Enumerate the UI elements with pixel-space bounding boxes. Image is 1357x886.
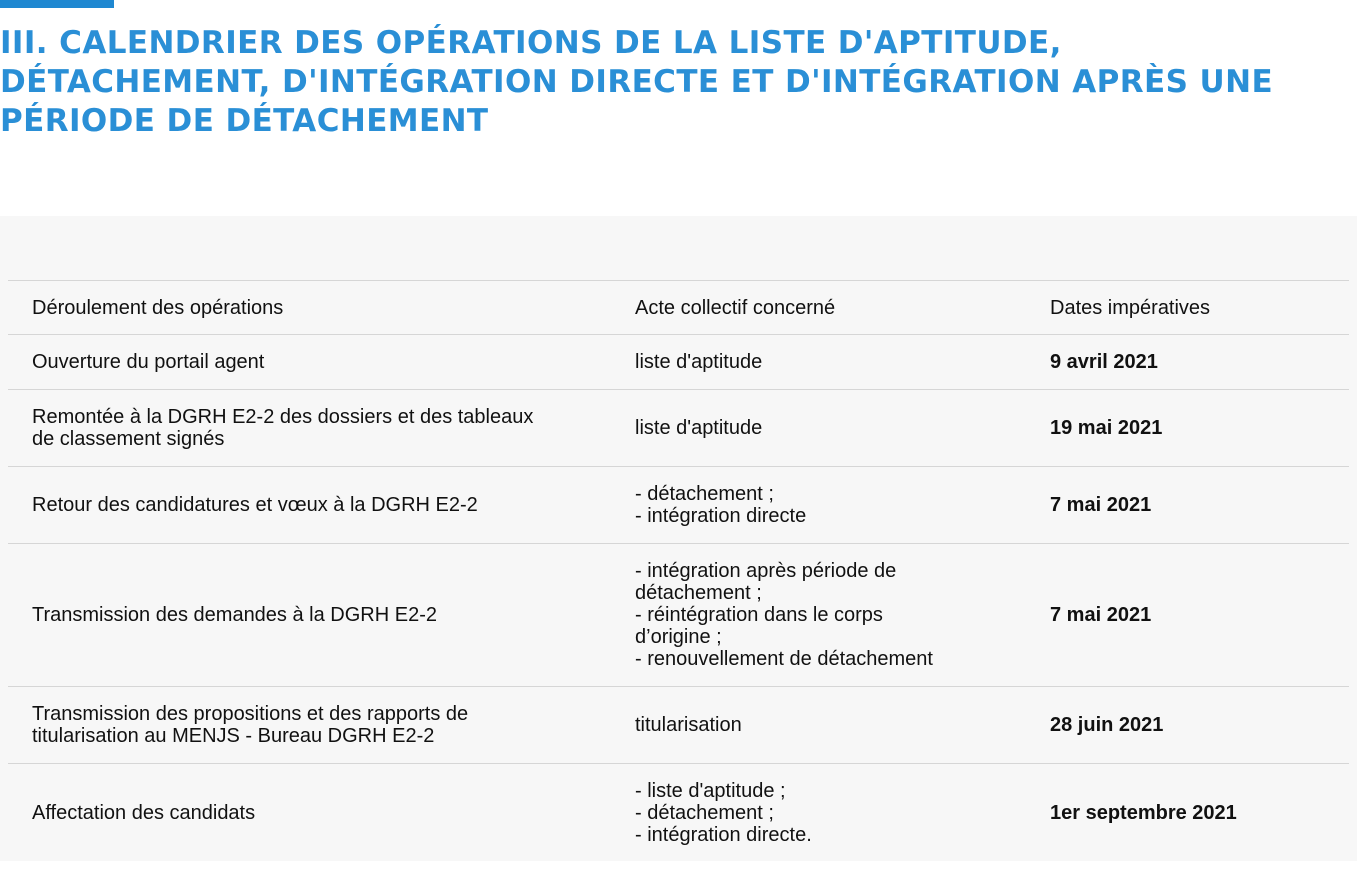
acte-cell xyxy=(619,390,1038,467)
acte-line: - réintégration dans le corps xyxy=(635,604,883,626)
acte-line: liste d'aptitude xyxy=(635,417,763,439)
column-header-acte: Acte collectif concerné xyxy=(635,296,836,319)
acte-line: détachement ; xyxy=(635,582,762,604)
acte-line: titularisation xyxy=(635,714,742,736)
date-cell: 28 juin 2021 xyxy=(1050,714,1164,736)
operation-cell xyxy=(8,544,619,687)
table-row xyxy=(8,764,1349,862)
operation-line: titularisation au MENJS - Bureau DGRH E2-2 xyxy=(32,725,435,747)
acte-line: d’origine ; xyxy=(635,626,722,648)
acte-cell xyxy=(619,335,1038,390)
page-title: III. CALENDRIER DES OPÉRATIONS DE LA LISTE D'APTITUDE, DÉTACHEMENT, D'INTÉGRATION DIRECTE ET D'INTÉGRATION APRÈS UNE PÉRIODE DE DÉTACHEMENT xyxy=(0,25,1274,139)
table-header-row xyxy=(8,281,1349,335)
acte-cell xyxy=(619,467,1038,544)
operation-line: Transmission des demandes à la DGRH E2-2 xyxy=(32,604,437,626)
date-cell: 7 mai 2021 xyxy=(1050,604,1152,626)
column-header-dates: Dates impératives xyxy=(1050,296,1211,319)
column-header-deroulement: Déroulement des opérations xyxy=(32,296,284,319)
acte-line: - détachement ; xyxy=(635,483,774,505)
operation-line: de classement signés xyxy=(32,428,225,450)
date-cell: 19 mai 2021 xyxy=(1050,417,1163,439)
title-accent-bar xyxy=(0,0,114,8)
operation-cell xyxy=(8,467,619,544)
table-row xyxy=(8,467,1349,544)
acte-line: - détachement ; xyxy=(635,801,774,824)
acte-line: - renouvellement de détachement xyxy=(635,648,933,670)
operation-line: Retour des candidatures et vœux à la DGRH E2-2 xyxy=(32,494,478,516)
date-cell: 9 avril 2021 xyxy=(1050,351,1158,373)
acte-line: - intégration directe. xyxy=(635,823,812,846)
acte-cell xyxy=(619,544,1038,687)
table-panel xyxy=(0,216,1357,861)
date-cell: 1er septembre 2021 xyxy=(1050,801,1237,824)
acte-cell xyxy=(619,687,1038,764)
operation-line: Transmission des propositions et des rapports de xyxy=(32,703,469,725)
table-row xyxy=(8,335,1349,390)
operation-cell xyxy=(8,390,619,467)
acte-line: - intégration après période de xyxy=(635,560,897,582)
table-row xyxy=(8,390,1349,467)
acte-line: - intégration directe xyxy=(635,505,807,527)
table-row xyxy=(8,544,1349,687)
operation-line: Affectation des candidats xyxy=(32,801,256,824)
operation-cell xyxy=(8,764,619,862)
operations-calendar-table xyxy=(8,280,1349,862)
operation-cell xyxy=(8,687,619,764)
date-cell: 7 mai 2021 xyxy=(1050,494,1152,516)
operation-line: Remontée à la DGRH E2-2 des dossiers et des tableaux xyxy=(32,406,534,428)
acte-line: liste d'aptitude xyxy=(635,351,763,373)
acte-line: - liste d'aptitude ; xyxy=(635,779,786,802)
operation-cell xyxy=(8,335,619,390)
operation-line: Ouverture du portail agent xyxy=(32,351,265,373)
acte-cell xyxy=(619,764,1038,862)
table-row xyxy=(8,687,1349,764)
